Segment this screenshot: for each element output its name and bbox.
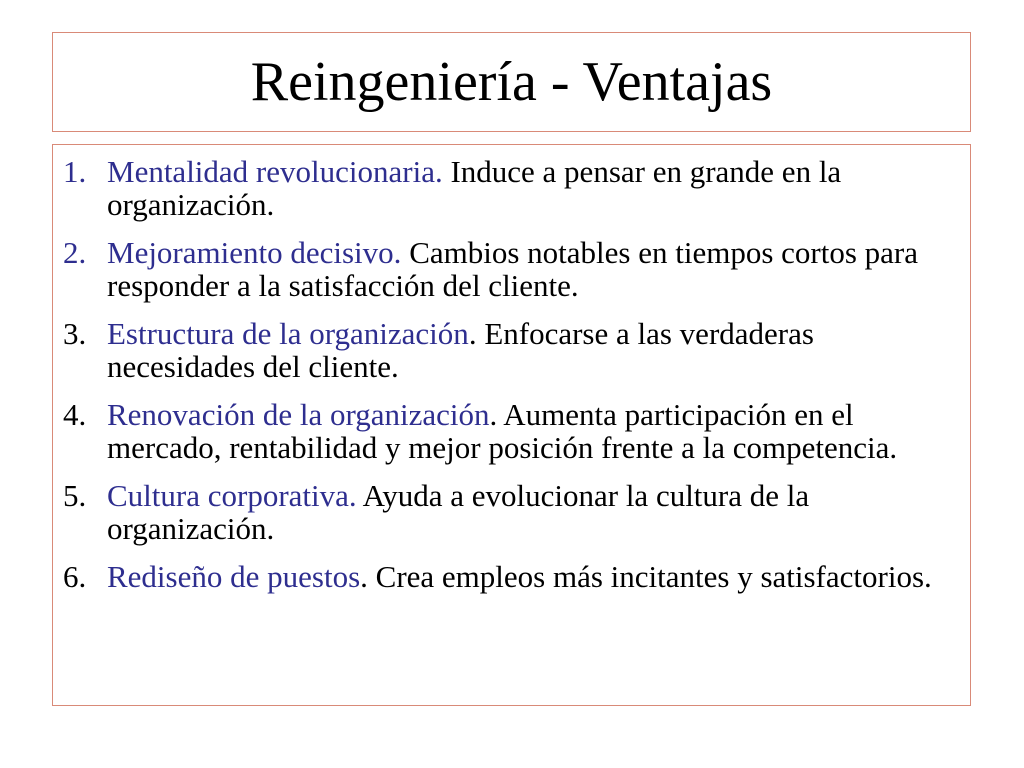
item-text <box>107 398 960 464</box>
item-description: Cambios notables en tiempos cortos para responder a la satisfacción del cliente. <box>107 235 918 303</box>
slide-title: Reingeniería - Ventajas <box>250 51 773 113</box>
item-highlight: Renovación de la organización <box>107 397 490 432</box>
item-description: Ayuda a evolucionar la cultura de la organización. <box>107 478 810 546</box>
list-item-5 <box>63 479 960 545</box>
list-item-3 <box>63 317 960 383</box>
title-box <box>52 32 971 132</box>
list-item-4 <box>63 398 960 464</box>
item-text <box>107 236 960 302</box>
item-description: . Enfocarse a las verdaderas necesidades del cliente. <box>107 316 814 384</box>
content-box <box>52 144 971 706</box>
item-number: 6. <box>63 559 87 594</box>
item-number: 1. <box>63 154 87 189</box>
item-description: . Aumenta participación en el mercado, rentabilidad y mejor posición frente a la competencia. <box>107 397 898 465</box>
item-number: 3. <box>63 316 87 351</box>
item-highlight: Cultura corporativa. <box>107 478 357 513</box>
list-item-2 <box>63 236 960 302</box>
item-text <box>107 155 960 221</box>
item-highlight: Estructura de la organización <box>107 316 469 351</box>
item-number: 4. <box>63 397 87 432</box>
item-number: 2. <box>63 235 87 270</box>
item-text <box>107 560 960 593</box>
item-highlight: Mejoramiento decisivo. <box>107 235 402 270</box>
list-item-6 <box>63 560 960 593</box>
list-item-1 <box>63 155 960 221</box>
item-number: 5. <box>63 478 87 513</box>
item-description: . Crea empleos más incitantes y satisfactorios. <box>360 559 932 594</box>
item-highlight: Rediseño de puestos <box>107 559 361 594</box>
item-text <box>107 479 960 545</box>
item-text <box>107 317 960 383</box>
item-description: Induce a pensar en grande en la organización. <box>107 154 842 222</box>
item-highlight: Mentalidad revolucionaria. <box>107 154 443 189</box>
